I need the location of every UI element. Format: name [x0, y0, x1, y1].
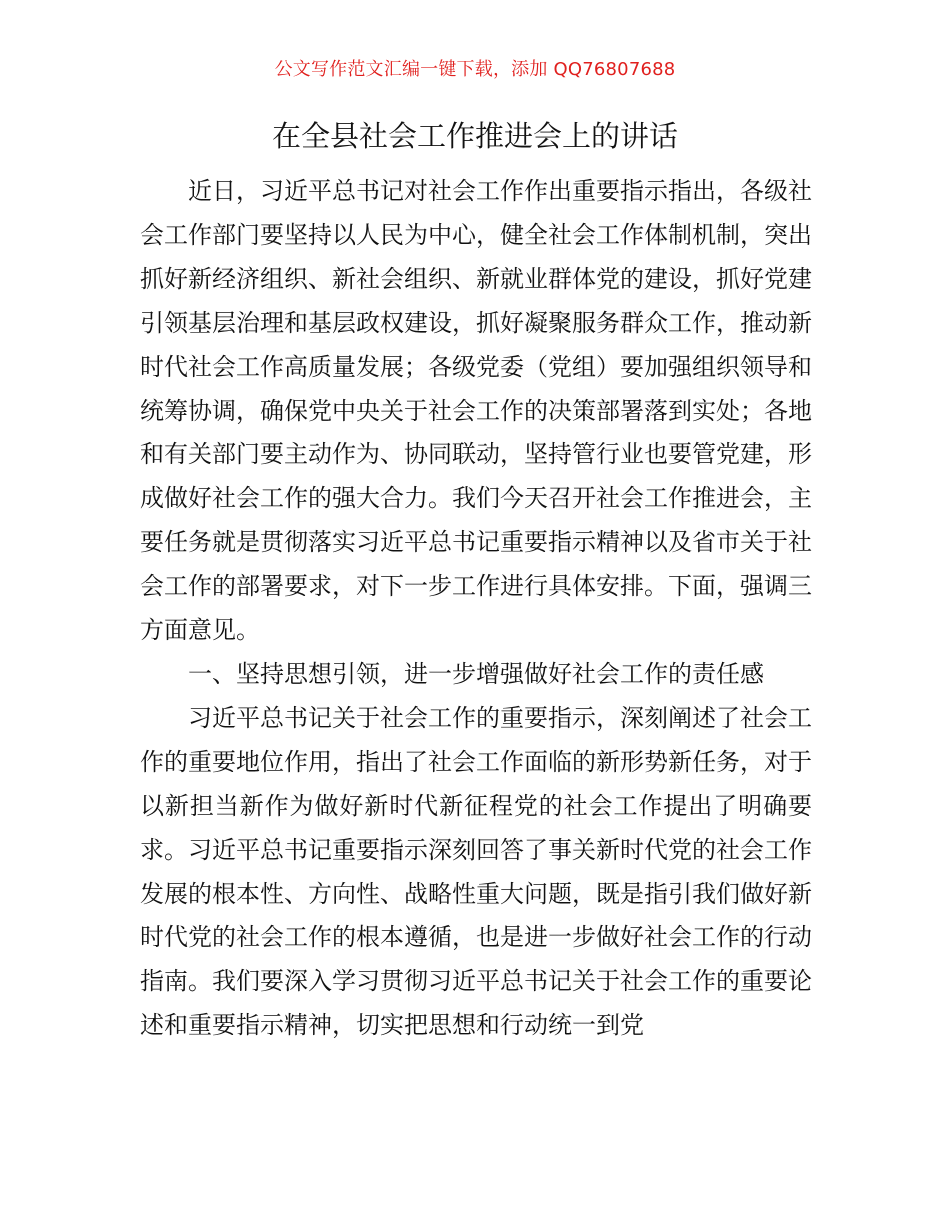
document-title: 在全县社会工作推进会上的讲话 [271, 119, 678, 153]
document-body [140, 170, 812, 1048]
download-promo-text: 公文写作范文汇编一键下载，添加 QQ76807688 [274, 59, 676, 80]
section-1-paragraph: 习近平总书记关于社会工作的重要指示，深刻阐述了社会工作的重要地位作用，指出了社会工作面临的新形势新任务，对于以新担当新作为做好新时代新征程党的社会工作提出了明确要求。习近平总书记重要指示深刻回答了事关新时代党的社会工作发展的根本性、方向性、战略性重大问题，既是指引我们做好新时代党的社会工作的根本遵循，也是进一步做好社会工作的行动指南。我们要深入学习贯彻习近平总书记关于社会工作的重要论述和重要指示精神，切实把思想和行动统一到党 [140, 703, 812, 1040]
section-heading-1: 一、坚持思想引领，进一步增强做好社会工作的责任感 [188, 659, 764, 688]
intro-paragraph: 近日，习近平总书记对社会工作作出重要指示指出，各级社会工作部门要坚持以人民为中心，健全社会工作体制机制，突出抓好新经济组织、新社会组织、新就业群体党的建设，抓好党建引领基层治理和基层政权建设，抓好凝聚服务群众工作，推动新时代社会工作高质量发展；各级党委（党组）要加强组织领导和统筹协调，确保党中央关于社会工作的决策部署落到实处；各地和有关部门要主动作为、协同联动，坚持管行业也要管党建，形成做好社会工作的强大合力。我们今天召开社会工作推进会，主要任务就是贯彻落实习近平总书记重要指示精神以及省市关于社会工作的部署要求，对下一步工作进行具体安排。下面，强调三方面意见。 [140, 177, 812, 645]
